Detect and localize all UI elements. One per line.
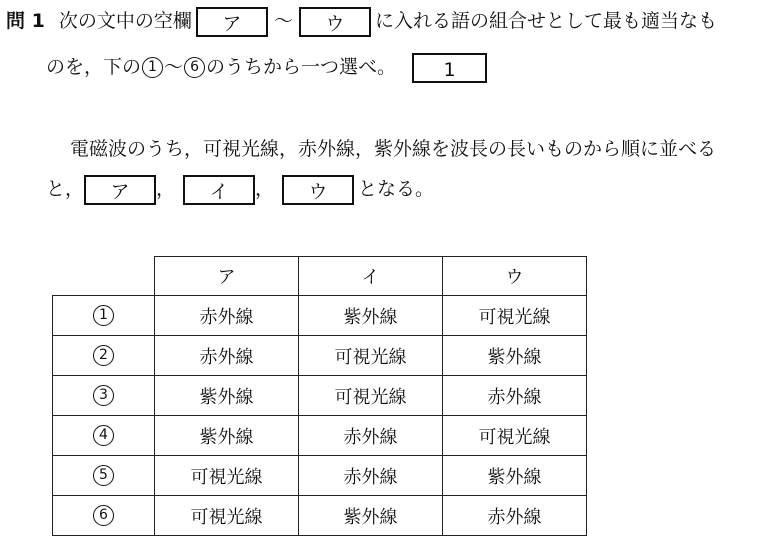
table-row: [53, 456, 587, 496]
table-cell: 可視光線: [443, 296, 587, 336]
question-line2-text-2: のうちから一つ選べ。: [206, 56, 397, 78]
question-line2-text: のを，下の: [46, 56, 142, 78]
header-i: イ: [299, 257, 443, 296]
answer-number-box: 1: [412, 53, 487, 83]
table-cell: 紫外線: [299, 296, 443, 336]
table-row: [53, 496, 587, 536]
table-cell: 紫外線: [443, 336, 587, 376]
table-cell: 紫外線: [299, 496, 443, 536]
table-cell: 可視光線: [299, 336, 443, 376]
statement-comma-2: ，: [255, 178, 275, 200]
blank-box-a: ア: [196, 7, 268, 37]
blank-box-c: ウ: [299, 7, 371, 37]
statement-line-1: 電磁波のうち，可視光線，赤外線，紫外線を波長の長いものから順に並べる: [70, 138, 717, 160]
table-row: [53, 376, 587, 416]
header-a: ア: [155, 257, 299, 296]
tilde: 〜: [273, 10, 293, 32]
header-u: ウ: [443, 257, 587, 296]
table-cell: 可視光線: [299, 376, 443, 416]
statement-line-2: [46, 174, 434, 205]
table-row: [53, 416, 587, 456]
table-corner-cell: [53, 257, 155, 296]
row-number-cell: [53, 456, 155, 496]
question-label: 問 1: [6, 10, 45, 32]
statement-comma-1: ，: [156, 178, 176, 200]
statement-blank-b: イ: [183, 175, 255, 205]
row-number-cell: [53, 376, 155, 416]
row-number-cell: [53, 296, 155, 336]
circled-number: 2: [93, 345, 114, 366]
table-header-row: [53, 257, 587, 296]
table-cell: 可視光線: [443, 416, 587, 456]
table-cell: 紫外線: [443, 456, 587, 496]
table-cell: 紫外線: [155, 416, 299, 456]
table-cell: 可視光線: [155, 496, 299, 536]
circled-number: 1: [93, 305, 114, 326]
table-cell: 紫外線: [155, 376, 299, 416]
table-cell: 可視光線: [155, 456, 299, 496]
question-line-1: [6, 6, 717, 37]
row-number-cell: [53, 496, 155, 536]
option-range-start: 1: [142, 57, 163, 78]
table-cell: 赤外線: [155, 296, 299, 336]
option-range-end: 6: [184, 57, 205, 78]
question-line-2: [46, 52, 487, 83]
circled-number: 4: [93, 425, 114, 446]
answer-choices-table: [52, 256, 587, 536]
row-number-cell: [53, 336, 155, 376]
circled-number: 3: [93, 385, 114, 406]
table-cell: 赤外線: [299, 416, 443, 456]
table-cell: 赤外線: [299, 456, 443, 496]
statement-prefix: と，: [46, 178, 85, 200]
circled-number: 5: [93, 465, 114, 486]
statement-blank-a: ア: [84, 175, 156, 205]
circled-number: 6: [93, 505, 114, 526]
table-cell: 赤外線: [443, 376, 587, 416]
tilde-2: 〜: [164, 56, 184, 78]
table-row: [53, 336, 587, 376]
statement-suffix: となる。: [358, 178, 435, 200]
table-cell: 赤外線: [155, 336, 299, 376]
table-row: [53, 296, 587, 336]
statement-blank-c: ウ: [282, 175, 354, 205]
question-intro-text: 次の文中の空欄: [58, 10, 192, 32]
row-number-cell: [53, 416, 155, 456]
question-intro-text-2: に入れる語の組合せとして最も適当なも: [375, 10, 718, 32]
table-cell: 赤外線: [443, 496, 587, 536]
